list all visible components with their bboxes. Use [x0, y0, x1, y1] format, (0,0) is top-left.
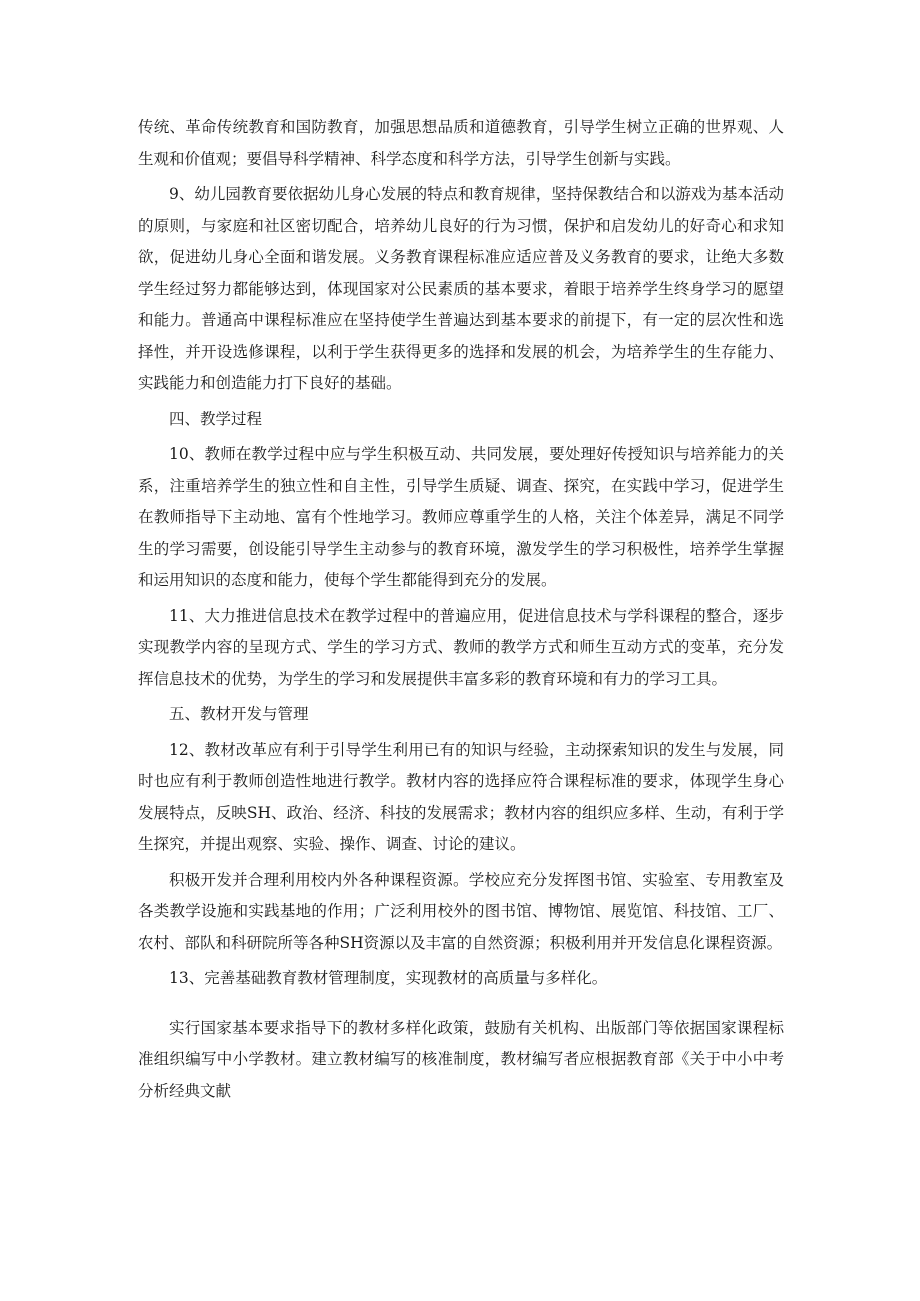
section-heading-teaching-process: 四、教学过程 — [169, 409, 263, 428]
paragraph-continuation: 传统、革命传统教育和国防教育，加强思想品质和道德教育，引导学生树立正确的世界观、人生观和价值观；要倡导科学精神、科学态度和科学方法，引导学生创新与实践。 — [138, 118, 784, 168]
paragraph-textbook-policy: 实行国家基本要求指导下的教材多样化政策，鼓励有关机构、出版部门等依据国家课程标准组织编写中小学教材。建立教材编写的核准制度，教材编写者应根据教育部《关于中小中考分析经典文献 — [138, 1018, 784, 1100]
paragraph-item-13: 13、完善基础教育教材管理制度，实现教材的高质量与多样化。 — [169, 969, 608, 987]
paragraph-item-9: 9、幼儿园教育要依据幼儿身心发展的特点和教育规律，坚持保教结合和以游戏为基本活动的原则，与家庭和社区密切配合，培养幼儿良好的行为习惯，保护和启发幼儿的好奇心和求知欲，促进幼儿身心全面和谐发展。义务教育课程标准应适应普及义务教育的要求，让绝大多数学生经过努力都能够达到，体现国家对公民素质的基本要求，着眼于培养学生终身学习的愿望和能力。普通高中课程标准应在坚持使学生普遍达到基本要求的前提下，有一定的层次性和选择性，并开设选修课程，以利于学生获得更多的选择和发展的机会，为培养学生的生存能力、实践能力和创造能力打下良好的基础。 — [138, 185, 784, 392]
document-body — [138, 112, 784, 1107]
paragraph-item-11: 11、大力推进信息技术在教学过程中的普遍应用，促进信息技术与学科课程的整合，逐步实现教学内容的呈现方式、学生的学习方式、教师的教学方式和师生互动方式的变革，充分发挥信息技术的优势，为学生的学习和发展提供丰富多彩的教育环境和有力的学习工具。 — [138, 606, 784, 688]
section-heading-textbook-development: 五、教材开发与管理 — [169, 705, 309, 723]
paragraph-item-10: 10、教师在教学过程中应与学生积极互动、共同发展，要处理好传授知识与培养能力的关系，注重培养学生的独立性和自主性，引导学生质疑、调查、探究，在实践中学习，促进学生在教师指导下主动地、富有个性地学习。教师应尊重学生的人格，关注个体差异，满足不同学生的学习需要，创设能引导学生主动参与的教育环境，激发学生的学习积极性，培养学生掌握和运用知识的态度和能力，使每个学生都能得到充分的发展。 — [138, 445, 784, 589]
paragraph-item-12: 12、教材改革应有利于引导学生利用已有的知识与经验，主动探索知识的发生与发展，同时也应有利于教师创造性地进行教学。教材内容的选择应符合课程标准的要求，体现学生身心发展特点，反映SH、政治、经济、科技的发展需求；教材内容的组织应多样、生动，有利于学生探究，并提出观察、实验、操作、调查、讨论的建议。 — [138, 740, 784, 853]
paragraph-curriculum-resources: 积极开发并合理利用校内外各种课程资源。学校应充分发挥图书馆、实验室、专用教室及各类教学设施和实践基地的作用；广泛利用校外的图书馆、博物馆、展览馆、科技馆、工厂、农村、部队和科研院所等各种SH资源以及丰富的自然资源；积极利用并开发信息化课程资源。 — [138, 870, 784, 952]
